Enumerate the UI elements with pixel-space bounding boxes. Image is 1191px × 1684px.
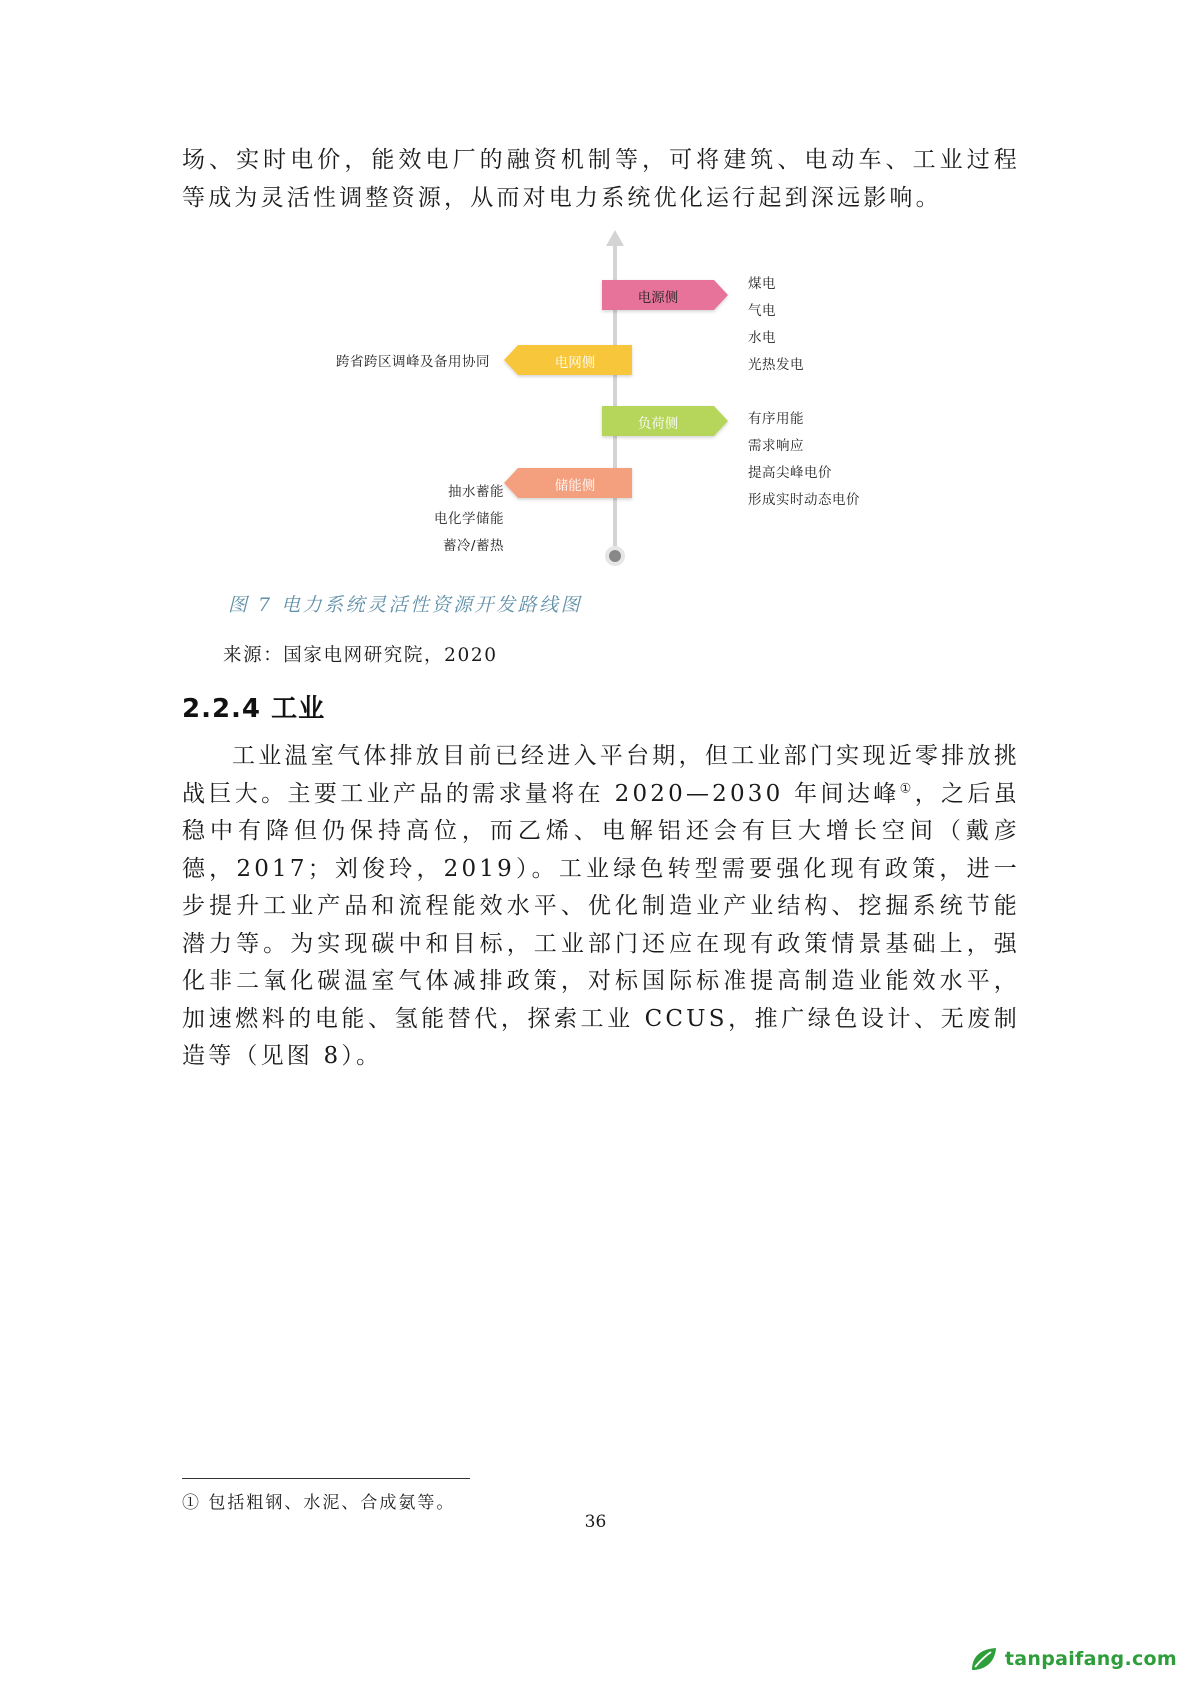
supply-item: 气电 [748, 303, 776, 319]
load-item: 形成实时动态电价 [748, 492, 860, 508]
body-text-part1: 工业温室气体排放目前已经进入平台期，但工业部门实现近零排放挑战巨大。主要工业产品的需求量将在 2020—2030 年间达峰 [182, 743, 1020, 807]
load-item: 提高尖峰电价 [748, 465, 832, 481]
supply-item: 煤电 [748, 276, 776, 292]
storage-item: 电化学储能 [434, 511, 504, 527]
figure-caption: 图 7 电力系统灵活性资源开发路线图 [228, 594, 583, 616]
tag-supply-label: 电源侧 [637, 290, 679, 306]
timeline-end-dot-icon [607, 548, 623, 564]
tag-storage-label: 储能侧 [554, 478, 596, 494]
leaf-logo-icon [969, 1646, 999, 1672]
diagram-graphics [300, 226, 900, 576]
timeline-arrow-icon [606, 230, 624, 246]
grid-item: 跨省跨区调峰及备用协同 [336, 354, 490, 370]
storage-item: 蓄冷/蓄热 [442, 538, 504, 554]
load-item: 需求响应 [748, 438, 804, 454]
supply-item: 水电 [748, 330, 776, 346]
watermark-text: tanpaifang.com [1004, 1648, 1177, 1670]
body-text-part2: ，之后虽稳中有降但仍保持高位，而乙烯、电解铝还会有巨大增长空间（戴彦德，2017；刘俊玲，2019）。工业绿色转型需要强化现有政策，进一步提升工业产品和流程能效水平、优化制造业产业结构、挖掘系统节能潜力等。为实现碳中和目标，工业部门还应在现有政策情景基础上，强化非二氧化碳温室气体减排政策，对标国际标准提高制造业能效水平，加速燃料的电能、氢能替代，探索工业 CCUS，推广绿色设计、无废制造等（见图 8）。 [182, 780, 1020, 1069]
supply-item: 光热发电 [748, 357, 804, 373]
tag-load-label: 负荷侧 [637, 416, 679, 432]
page-number: 36 [584, 1512, 607, 1532]
figure-source: 来源：国家电网研究院，2020 [223, 645, 498, 666]
section-heading: 2.2.4 工业 [182, 694, 326, 724]
footnote-reference[interactable]: ① [899, 780, 915, 796]
storage-item: 抽水蓄能 [448, 484, 504, 500]
tag-grid-label: 电网侧 [554, 355, 596, 371]
intro-paragraph: 场、实时电价，能效电厂的融资机制等，可将建筑、电动车、工业过程等成为灵活性调整资源，从而对电力系统优化运行起到深远影响。 [182, 147, 1020, 211]
footnote-divider [182, 1478, 470, 1479]
load-item: 有序用能 [748, 411, 804, 427]
footnote: ① 包括粗钢、水泥、合成氨等。 [182, 1493, 456, 1513]
flexibility-roadmap-diagram [300, 226, 900, 576]
site-watermark [969, 1646, 1177, 1672]
body-paragraph [182, 738, 1020, 1076]
